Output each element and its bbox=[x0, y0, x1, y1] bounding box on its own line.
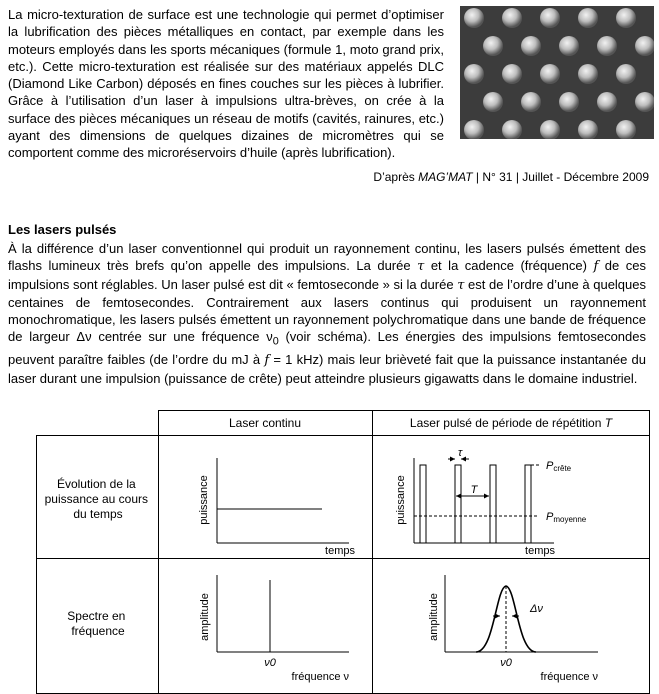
texture-dot bbox=[521, 36, 541, 56]
label-pmoyenne: Pmoyenne bbox=[546, 511, 587, 524]
label-temps-1: temps bbox=[325, 545, 355, 557]
texture-dot bbox=[540, 64, 560, 84]
graph-continu-spectre bbox=[217, 575, 349, 652]
col-header-pulse: Laser pulsé de période de répétition T bbox=[409, 416, 613, 430]
label-temps-2: temps bbox=[525, 545, 555, 557]
source-credit: D’après MAG’MAT | N° 31 | Juillet - Décembre 2009 bbox=[373, 170, 649, 184]
section-paragraph: À la différence d’un laser conventionnel qui produit un rayonnement continu, les lasers pulsés émettent des flashs lumineux très brefs qu’on appelle des impulsions. La durée τ et la cadence (fréquence) f de ces impulsions sont réglables. Un laser pulsé est dit « femtoseconde » si la durée τ est de l’ordre d’une à quelques centaines de femtosecondes. Contrairement aux lasers continus qui produisent un rayonnement monochromatique, les lasers pulsés émettent un rayonnement polychromatique dans une bande de fréquence de largeur Δν centrée sur une fréquence $\nu_0$ (voir schéma). Les énergies des impulsions femtosecondes peuvent paraître faibles (de l’ordre du mJ à f = 1 kHz) mais leur brièveté fait que la puissance instantanée du laser durant une impulsion (puissance de crête) peut atteindre plusieurs gigawatts dans le domaine industriel. bbox=[8, 241, 647, 386]
label-pcrete: Pcrête bbox=[546, 460, 572, 473]
label-puissance-2: puissance bbox=[395, 475, 407, 525]
label-dnu: Δν bbox=[530, 603, 543, 615]
label-tau: τ bbox=[457, 447, 463, 459]
label-frequence-2: fréquence ν bbox=[540, 671, 598, 683]
texture-dot bbox=[540, 8, 560, 28]
label-frequence-1: fréquence ν bbox=[291, 671, 349, 683]
texture-dot bbox=[502, 64, 522, 84]
graph-pulse-puissance bbox=[414, 458, 554, 543]
label-puissance-1: puissance bbox=[198, 475, 210, 525]
texture-dot bbox=[464, 64, 484, 84]
texture-dot bbox=[502, 8, 522, 28]
section-title: Les lasers pulsés bbox=[8, 222, 117, 237]
texture-dot bbox=[616, 8, 636, 28]
intro-paragraph: La micro-texturation de surface est une technologie qui permet d’optimiser la lubrification des pièces métalliques en contact, par exemple dans les moteurs employés dans les sports mécaniques (formule 1, moto grand prix, etc.). Cette micro-texturation est réalisée sur des matériaux appelés DLC (Diamond Like Carbon) déposés en fines couches sur les pièces à lubrifier. Grâce à l’utilisation d’un laser à impulsions ultra-brèves, on crée à la surface des pièces mécaniques un réseau de motifs (cavités, rainures, etc.) ayant des dimensions de quelques dizaines de micromètres qui se comportent comme des microréservoirs d’huile (après lubrification). bbox=[8, 7, 444, 161]
label-nu0-1: ν0 bbox=[264, 657, 276, 669]
graph-continu-puissance bbox=[217, 458, 349, 543]
micro-texture-photo bbox=[460, 6, 654, 139]
graph-pulse-spectre bbox=[445, 575, 598, 652]
col-header-continu: Laser continu bbox=[228, 416, 302, 430]
label-nu0-2: ν0 bbox=[500, 657, 512, 669]
texture-dot bbox=[521, 92, 541, 112]
texture-dot bbox=[578, 64, 598, 84]
texture-dot bbox=[597, 92, 617, 112]
texture-dot bbox=[559, 36, 579, 56]
label-amplitude-1: amplitude bbox=[199, 593, 211, 641]
label-T: T bbox=[470, 484, 478, 496]
texture-dot bbox=[559, 92, 579, 112]
texture-dot bbox=[597, 36, 617, 56]
row-label-puissance: Évolution de la puissance au cours du temps bbox=[44, 477, 149, 521]
texture-dot bbox=[483, 36, 503, 56]
texture-dot bbox=[616, 64, 636, 84]
label-amplitude-2: amplitude bbox=[428, 593, 440, 641]
texture-dot bbox=[578, 8, 598, 28]
texture-dot bbox=[464, 8, 484, 28]
texture-dot bbox=[483, 92, 503, 112]
comparison-table bbox=[36, 410, 650, 694]
row-label-spectre: Spectre en fréquence bbox=[67, 609, 126, 638]
